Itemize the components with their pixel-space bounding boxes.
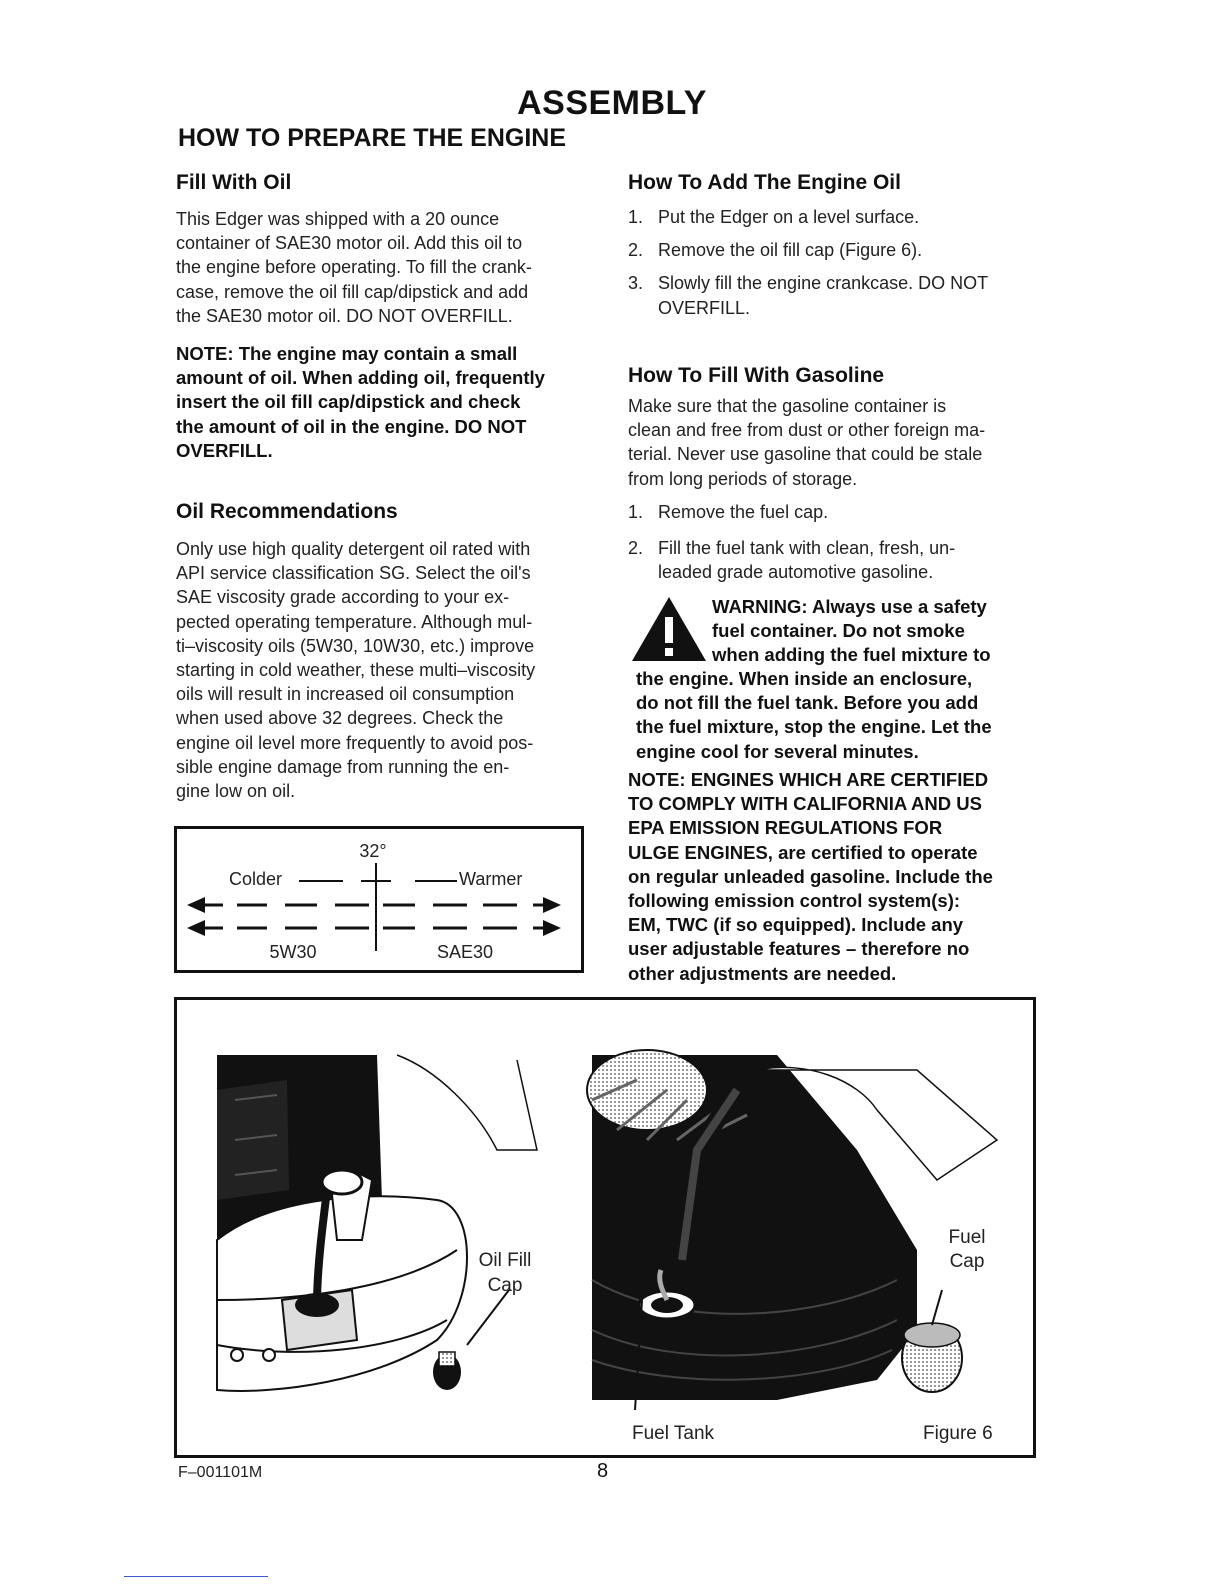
left-arrowhead-2 <box>187 920 205 936</box>
oil-recommendations-text: Only use high quality detergent oil rated with API service classification SG. Select the oil's SAE viscosity grade according to your ex- pected operating temperature. Although mul- ti–viscosity oils (5W30, 10W30, etc.) improve starting in cold weather, these multi–viscosity oils will result in increased oil consumption when used above 32 degrees. Check the engine oil level more frequently to avoid pos- sible engine damage from running the en- gine low on oil. <box>176 539 536 802</box>
warning-text-bottom: the engine. When inside an enclosure, do not fill the fuel tank. Before you add the fuel mixture, stop the engine. Let the engine cool for several minutes. <box>636 668 992 762</box>
right-arrowhead-2 <box>543 920 561 936</box>
right-oil-label: SAE30 <box>436 942 494 962</box>
list-item: 1. Put the Edger on a level surface. <box>628 207 920 227</box>
figure-6 <box>174 997 1036 1458</box>
document-code: F–001101M <box>178 1464 263 1481</box>
degree-label: 32° <box>359 841 387 861</box>
viscosity-chart-graphic <box>177 829 581 970</box>
oil-fill-illustration <box>217 1055 537 1391</box>
page-title: ASSEMBLY <box>517 84 707 122</box>
fill-oil-text: This Edger was shipped with a 20 ounce container of SAE30 motor oil. Add this oil to the engine before operating. To fill the crank- case, remove the oil fill cap/dipstick and add the SAE30 motor oil. DO NOT OVERFILL. <box>176 209 532 326</box>
list-item: 3. Slowly fill the engine crankcase. DO NOT OVERFILL. <box>628 273 989 318</box>
left-oil-label: 5W30 <box>269 942 317 962</box>
warning-triangle-icon <box>630 595 708 663</box>
fill-oil-note: NOTE: The engine may contain a small amount of oil. When adding oil, frequently insert the oil fill cap/dipstick and check the amount of oil in the engine. DO NOT OVERFILL. <box>176 343 545 461</box>
add-oil-heading: How To Add The Engine Oil <box>628 171 901 194</box>
fuel-cap-label-line2: Cap <box>949 1251 985 1272</box>
right-arrowhead-1 <box>543 897 561 913</box>
section-title: HOW TO PREPARE THE ENGINE <box>178 124 567 152</box>
gasoline-steps <box>628 500 1038 585</box>
list-item: 1. Remove the fuel cap. <box>628 502 829 522</box>
fuel-cap-label-line1: Fuel <box>948 1227 986 1248</box>
gasoline-text: Make sure that the gasoline container is clean and free from dust or other foreign ma- terial. Never use gasoline that could be stale from long periods of storage. <box>628 396 986 489</box>
page-number: 8 <box>597 1460 609 1482</box>
fuel-tank-label: Fuel Tank <box>632 1423 715 1444</box>
colder-label: Colder <box>229 869 283 889</box>
page-edge-line <box>124 1576 268 1577</box>
add-oil-steps <box>628 205 1038 320</box>
fuel-fill-illustration <box>587 1050 997 1410</box>
list-item: 2. Remove the oil fill cap (Figure 6). <box>628 240 923 261</box>
fill-oil-heading: Fill With Oil <box>176 171 292 194</box>
figure-label: Figure 6 <box>923 1423 993 1444</box>
oil-fill-cap-label-line2: Cap <box>487 1275 523 1296</box>
list-item: 2. Fill the fuel tank with clean, fresh, un- leaded grade automotive gasoline. <box>628 538 956 583</box>
gasoline-heading: How To Fill With Gasoline <box>628 364 885 387</box>
figure-illustration <box>177 1000 1033 1455</box>
oil-fill-cap-label-line1: Oil Fill <box>478 1250 532 1271</box>
left-arrowhead-1 <box>187 897 205 913</box>
oil-recommendations-heading: Oil Recommendations <box>176 500 398 523</box>
emission-note: NOTE: ENGINES WHICH ARE CERTIFIED TO COMPLY WITH CALIFORNIA AND US EPA EMISSION REGULATIONS FOR ULGE ENGINES, are certified to operate on regular unleaded gasoline. Include the following emission control system(s): EM, TWC (if so equipped). Include any user adjustable features – therefore no other adjustments are needed. <box>628 769 993 984</box>
warmer-label: Warmer <box>459 869 523 889</box>
warning-text-top: WARNING: Always use a safety fuel container. Do not smoke when adding the fuel mixture to <box>712 596 991 666</box>
viscosity-chart <box>174 826 584 973</box>
